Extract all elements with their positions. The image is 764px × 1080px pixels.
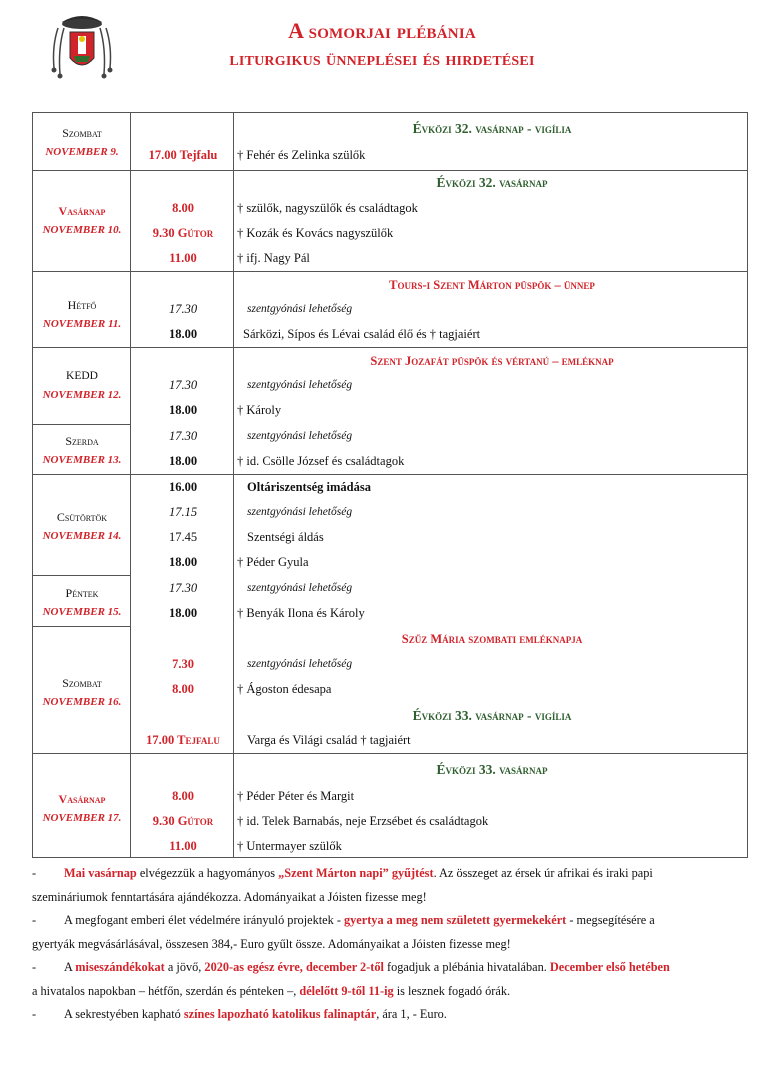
day-label: Szerda bbox=[65, 434, 99, 448]
feast-title: Évközi 32. vasárnap - vigília bbox=[412, 121, 572, 136]
row-divider bbox=[33, 575, 131, 576]
mass-time bbox=[131, 149, 235, 162]
mass-time: 18.00 bbox=[168, 327, 198, 341]
date-label: NOVEMBER 14. bbox=[42, 530, 122, 542]
mass-time: 11.00 bbox=[169, 251, 197, 265]
text: A bbox=[64, 960, 76, 974]
adoration-label: Oltáriszentség imádása bbox=[247, 480, 371, 494]
row-divider bbox=[33, 626, 131, 627]
confession-note: szentgyónási lehetőség bbox=[247, 379, 353, 391]
highlight: színes lapozható katolikus falinaptár bbox=[183, 1007, 377, 1021]
highlight: Mai vasárnap bbox=[64, 866, 137, 880]
mass-intention: † Péder Gyula bbox=[237, 555, 309, 569]
day-label: Péntek bbox=[65, 586, 99, 600]
highlight: miseszándékokat bbox=[75, 960, 165, 974]
mass-time: 17.30 bbox=[168, 581, 198, 595]
date-label: NOVEMBER 15. bbox=[42, 606, 122, 618]
announcement-item bbox=[32, 956, 748, 1003]
text: A sekrestyében kapható bbox=[64, 1007, 184, 1021]
mass-intention: † Károly bbox=[237, 403, 282, 417]
highlight: délelőtt 9-től 11-ig bbox=[299, 983, 394, 998]
bullet-dash: - bbox=[32, 913, 37, 927]
mass-time: 17.45 bbox=[168, 530, 198, 544]
day-label: Vasárnap bbox=[58, 204, 106, 218]
announcement-item bbox=[32, 909, 748, 956]
row-divider bbox=[33, 170, 747, 171]
announcement-item bbox=[32, 862, 748, 909]
mass-intention: † Untermayer szülők bbox=[237, 839, 342, 853]
mass-intention: Varga és Világi család † tagjaiért bbox=[247, 733, 411, 747]
announcements bbox=[32, 862, 748, 1027]
row-divider bbox=[33, 347, 747, 348]
mass-time: 18.00 bbox=[168, 606, 198, 620]
bullet-dash: - bbox=[32, 866, 37, 880]
text: szemináriumok fenntartására ajándékozza. Adományaikat a Jóisten fizesse meg! bbox=[32, 889, 427, 904]
highlight: gyertya a meg nem született gyermekekért bbox=[344, 913, 567, 927]
mass-intention: † Ágoston édesapa bbox=[237, 682, 332, 696]
mass-time: 17.15 bbox=[168, 505, 198, 519]
row-divider bbox=[33, 753, 747, 754]
day-label: Szombat bbox=[62, 676, 102, 690]
text: elvégezzük a hagyományos bbox=[136, 866, 279, 880]
mass-time: 9.30 Gútor bbox=[152, 814, 214, 828]
mass-intention: † Kozák és Kovács nagyszülők bbox=[237, 226, 394, 240]
mass-time: 18.00 bbox=[168, 555, 198, 569]
mass-intention: † id. Telek Barnabás, neje Erzsébet és családtagok bbox=[237, 814, 489, 828]
day-label: Csütörtök bbox=[56, 510, 108, 524]
page-title: A somorjai plébánia bbox=[288, 18, 476, 43]
text: is lesznek fogadó órák. bbox=[393, 983, 511, 998]
confession-note: szentgyónási lehetőség bbox=[247, 658, 353, 670]
bullet-dash: - bbox=[32, 1007, 37, 1021]
date-label: NOVEMBER 17. bbox=[42, 812, 122, 824]
highlight: „Szent Márton napi” gyűjtést bbox=[278, 866, 434, 880]
date-label: NOVEMBER 12. bbox=[42, 389, 122, 401]
day-label: Vasárnap bbox=[58, 792, 106, 806]
mass-time: 17.00 Tejfalu bbox=[146, 733, 220, 747]
mass-time: 8.00 bbox=[172, 682, 194, 696]
mass-intention: † szülők, nagyszülők és családtagok bbox=[237, 201, 418, 215]
day-label: Szombat bbox=[62, 126, 102, 140]
mass-time-text: 17.00 Tejfalu bbox=[148, 148, 218, 162]
mass-time: 8.00 bbox=[172, 789, 194, 803]
date-label: NOVEMBER 16. bbox=[42, 696, 122, 708]
feast-title: Szent Jozafát püspök és vértanú – emléknap bbox=[370, 354, 614, 368]
blessing-label: Szentségi áldás bbox=[247, 530, 324, 544]
row-divider bbox=[33, 424, 131, 425]
confession-note: szentgyónási lehetőség bbox=[247, 430, 353, 442]
mass-time: 16.00 bbox=[168, 480, 198, 494]
mass-intention: † id. Csölle József és családtagok bbox=[237, 454, 405, 468]
highlight: December első hetében bbox=[549, 960, 670, 974]
confession-note: szentgyónási lehetőség bbox=[247, 303, 353, 315]
schedule-table bbox=[32, 112, 748, 858]
date-label: NOVEMBER 10. bbox=[42, 224, 122, 236]
announcement-item bbox=[32, 1003, 748, 1027]
highlight: 2020-as egész évre, december 2-től bbox=[204, 960, 384, 974]
mass-time: 17.30 bbox=[168, 302, 198, 316]
confession-note: szentgyónási lehetőség bbox=[247, 506, 353, 518]
text: A megfogant emberi élet védelmére irányuló projektek - bbox=[64, 913, 344, 927]
confession-note: szentgyónási lehetőség bbox=[247, 582, 353, 594]
date-label: NOVEMBER 9. bbox=[45, 146, 119, 158]
text: a hivatalos napokban – hétfőn, szerdán és pénteken –, bbox=[32, 983, 300, 998]
text: , ára 1, - Euro. bbox=[376, 1007, 447, 1021]
feast-title: Szűz Mária szombati emléknapja bbox=[401, 632, 583, 646]
date-label: NOVEMBER 13. bbox=[42, 454, 122, 466]
mass-time: 17.30 bbox=[168, 429, 198, 443]
row-divider bbox=[33, 474, 747, 475]
feast-title: Évközi 32. vasárnap bbox=[436, 175, 548, 190]
mass-time: 17.30 bbox=[168, 378, 198, 392]
page-subtitle: liturgikus ünneplései és hirdetései bbox=[229, 48, 535, 70]
mass-time: 7.30 bbox=[172, 657, 194, 671]
feast-title: Tours-i Szent Márton püspök – ünnep bbox=[389, 278, 595, 292]
mass-intention: † Benyák Ilona és Károly bbox=[237, 606, 365, 620]
text: fogadjuk a plébánia hivatalában. bbox=[383, 960, 550, 974]
text: - megsegítésére a bbox=[566, 913, 655, 927]
mass-time: 8.00 bbox=[172, 201, 194, 215]
bullet-dash: - bbox=[32, 960, 37, 974]
mass-intention: Sárközi, Sípos és Lévai család élő és † tagjaiért bbox=[243, 327, 481, 341]
mass-intention: † Péder Péter és Margit bbox=[237, 789, 355, 803]
mass-intention: † Fehér és Zelinka szülők bbox=[237, 148, 366, 162]
day-label: KEDD bbox=[66, 370, 98, 382]
row-divider bbox=[33, 271, 747, 272]
text: gyertyák megvásárlásával, összesen 384,- Euro gyűlt össze. Adományaikat a Jóisten fizesse meg! bbox=[32, 936, 511, 951]
mass-intention: † ifj. Nagy Pál bbox=[237, 251, 310, 265]
mass-time: 11.00 bbox=[169, 839, 197, 853]
date-label: NOVEMBER 11. bbox=[42, 318, 122, 330]
mass-time: 18.00 bbox=[168, 454, 198, 468]
mass-time: 9.30 Gútor bbox=[152, 226, 214, 240]
feast-title: Évközi 33. vasárnap - vigília bbox=[412, 708, 572, 723]
text: a jövő, bbox=[164, 960, 205, 974]
feast-title: Évközi 33. vasárnap bbox=[436, 762, 548, 777]
text: . Az összeget az érsek úr afrikai és iraki papi bbox=[433, 866, 653, 880]
day-label: Hétfő bbox=[67, 298, 97, 312]
mass-time: 18.00 bbox=[168, 403, 198, 417]
